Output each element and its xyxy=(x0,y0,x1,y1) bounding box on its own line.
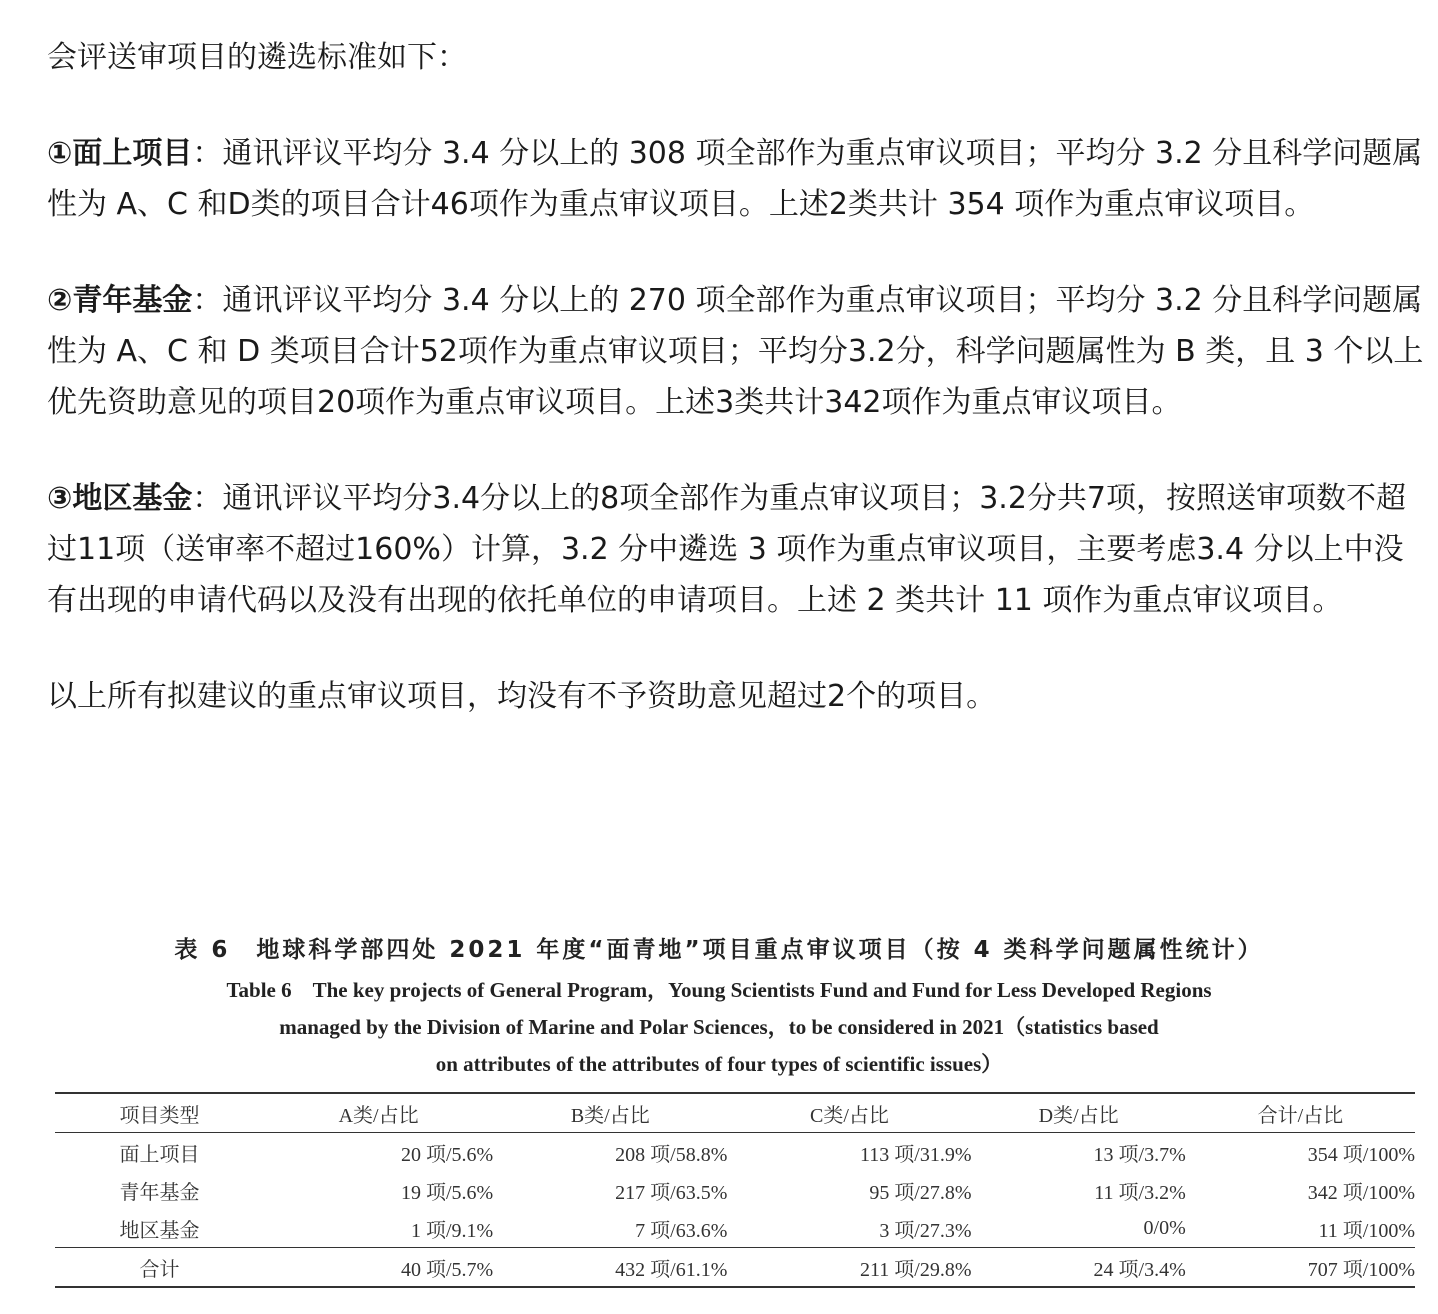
table-row xyxy=(55,1171,1415,1209)
caption-line: managed by the Division of Marine and Polar Sciences，to be considered in 2021（statistics based xyxy=(279,1015,1159,1039)
closing-paragraph: 以上所有拟建议的重点审议项目，均没有不予资助意见超过2个的项目。 xyxy=(47,679,997,714)
article xyxy=(47,32,1425,722)
table-cell: 地区基金 xyxy=(119,1219,200,1242)
table-caption-chinese: 表 6 地球科学部四处 2021 年度“面青地”项目重点审议项目（按 4 类科学问题属性统计） xyxy=(174,937,1264,963)
column-header: 合计/占比 xyxy=(1257,1104,1344,1127)
column-header: B类/占比 xyxy=(570,1104,650,1127)
table-total-row xyxy=(55,1248,1415,1288)
caption-line: Table 6 The key projects of General Program，Young Scientists Fund and Fund for Less Developed Regions xyxy=(226,978,1212,1002)
table-cell: 217 项/63.5% xyxy=(615,1181,728,1204)
table-cell: 211 项/29.8% xyxy=(860,1258,972,1281)
table-cell: 342 项/100% xyxy=(1307,1181,1415,1204)
table-cell: 95 项/27.8% xyxy=(869,1181,972,1204)
table-cell: 11 项/3.2% xyxy=(1094,1181,1186,1204)
table-cell: 11 项/100% xyxy=(1318,1219,1415,1242)
criteria-body: ：通讯评议平均分 3.4 分以上的 308 项全部作为重点审议项目；平均分 3.2 分且科学问题属性为 A、C 和D类的项目合计46项作为重点审议项目。上述2类共计 354 项作为重点审议项目。 xyxy=(47,136,1423,222)
table-cell: 面上项目 xyxy=(119,1143,200,1166)
table-cell: 0/0% xyxy=(1143,1216,1186,1239)
table-header-row xyxy=(55,1093,1415,1133)
column-header: 项目类型 xyxy=(119,1104,200,1127)
column-header: C类/占比 xyxy=(810,1104,889,1127)
table-cell: 208 项/58.8% xyxy=(615,1143,728,1166)
intro-paragraph: 会评送审项目的遴选标准如下： xyxy=(47,40,467,75)
table-figure xyxy=(0,928,1438,1281)
table-cell: 20 项/5.6% xyxy=(400,1143,494,1166)
table-cell: 40 项/5.7% xyxy=(400,1258,494,1281)
table-cell: 青年基金 xyxy=(119,1181,200,1204)
criteria-heading: ③地区基金 xyxy=(47,481,193,516)
criteria-general-program xyxy=(47,128,1425,230)
table-cell: 19 项/5.6% xyxy=(400,1181,494,1204)
column-header: D类/占比 xyxy=(1038,1104,1119,1127)
caption-line: on attributes of the attributes of four types of scientific issues） xyxy=(435,1052,1003,1076)
table-cell: 24 项/3.4% xyxy=(1093,1258,1186,1281)
criteria-heading: ②青年基金 xyxy=(47,283,193,318)
table-cell: 3 项/27.3% xyxy=(879,1219,972,1242)
table-cell: 7 项/63.6% xyxy=(635,1219,728,1242)
table-cell: 1 项/9.1% xyxy=(410,1219,494,1242)
table-cell: 354 项/100% xyxy=(1307,1143,1415,1166)
table-cell: 432 项/61.1% xyxy=(615,1258,728,1281)
table-cell: 合计 xyxy=(139,1258,180,1281)
criteria-body: ：通讯评议平均分3.4分以上的8项全部作为重点审议项目；3.2分共7项，按照送审项数不超过11项（送审率不超过160%）计算，3.2 分中遴选 3 项作为重点审议项目，主要考虑3.4 分以上中没有出现的申请代码以及没有出现的依托单位的申请项目。上述 2 类共计 11 项作为重点审议项目。 xyxy=(47,481,1406,618)
criteria-heading: ①面上项目 xyxy=(47,136,193,171)
table-cell: 13 项/3.7% xyxy=(1093,1143,1186,1166)
criteria-regional-fund xyxy=(47,473,1425,626)
criteria-young-scientists-fund xyxy=(47,275,1425,428)
column-header: A类/占比 xyxy=(338,1104,419,1127)
table-caption-english xyxy=(104,972,1334,1083)
table-cell: 707 项/100% xyxy=(1307,1258,1415,1281)
table-cell: 113 项/31.9% xyxy=(860,1143,972,1166)
criteria-body: ：通讯评议平均分 3.4 分以上的 270 项全部作为重点审议项目；平均分 3.2 分且科学问题属性为 A、C 和 D 类项目合计52项作为重点审议项目；平均分3.2分，科学问题属性为 B 类，且 3 个以上优先资助意见的项目20项作为重点审议项目。上述3类共计342项作为重点审议项目。 xyxy=(47,283,1424,420)
table-row xyxy=(55,1133,1415,1172)
table-row xyxy=(55,1209,1415,1248)
statistics-table xyxy=(55,1092,1415,1288)
